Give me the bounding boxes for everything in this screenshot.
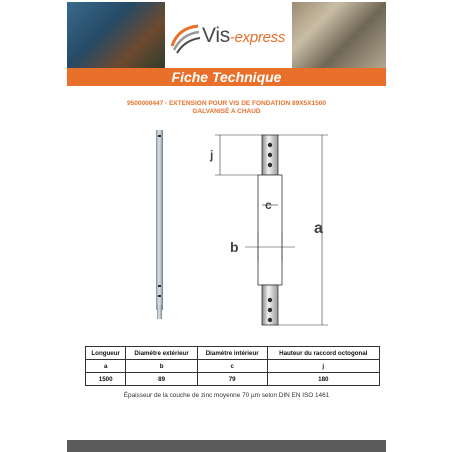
spec-symbol-cell: a	[86, 360, 126, 373]
spec-symbol-row	[86, 360, 380, 373]
product-title-line2: GALVANISÉ A CHAUD	[192, 108, 261, 115]
vis-express-logo	[168, 18, 290, 58]
spec-header-cell: Diamètre intérieur	[197, 347, 267, 360]
spec-symbol-cell: c	[197, 360, 267, 373]
dimension-label-b: b	[230, 239, 239, 255]
logo-text	[202, 24, 285, 48]
dimension-label-j: j	[210, 148, 214, 162]
spec-value-cell: 1500	[86, 373, 126, 386]
spec-value-cell: 89	[126, 373, 197, 386]
logo-swoosh-icon	[168, 20, 202, 54]
header-photo-tools	[67, 2, 165, 68]
dimension-label-c: c	[265, 198, 272, 212]
spec-header-cell: Diamètre extérieur	[126, 347, 197, 360]
rod-photo	[156, 130, 163, 319]
extension-schematic	[258, 135, 282, 325]
logo-main: Vis	[202, 24, 230, 47]
zinc-coating-note: Épaisseur de la couche de zinc moyenne 70 µm selon DIN EN ISO 1461	[123, 392, 330, 399]
spec-value-cell: 79	[197, 373, 267, 386]
spec-symbol-cell: b	[126, 360, 197, 373]
header-photo-screws	[292, 2, 386, 68]
spec-value-cell: 180	[267, 373, 379, 386]
spec-table	[85, 346, 380, 386]
spec-value-row	[86, 373, 380, 386]
footer-bar	[67, 440, 386, 452]
fiche-technique-banner: Fiche Technique	[67, 68, 386, 86]
spec-header-cell: Hauteur du raccord octogonal	[267, 347, 379, 360]
product-title	[67, 100, 386, 116]
technical-drawing	[150, 125, 340, 330]
product-title-line1: 9500000447 - EXTENSION POUR VIS DE FONDATION 89X5X1500	[127, 100, 326, 107]
spec-header-row	[86, 347, 380, 360]
dimension-label-a: a	[314, 220, 323, 237]
logo-suffix: -express	[229, 29, 286, 46]
spec-header-cell: Longueur	[86, 347, 126, 360]
spec-symbol-cell: j	[267, 360, 379, 373]
